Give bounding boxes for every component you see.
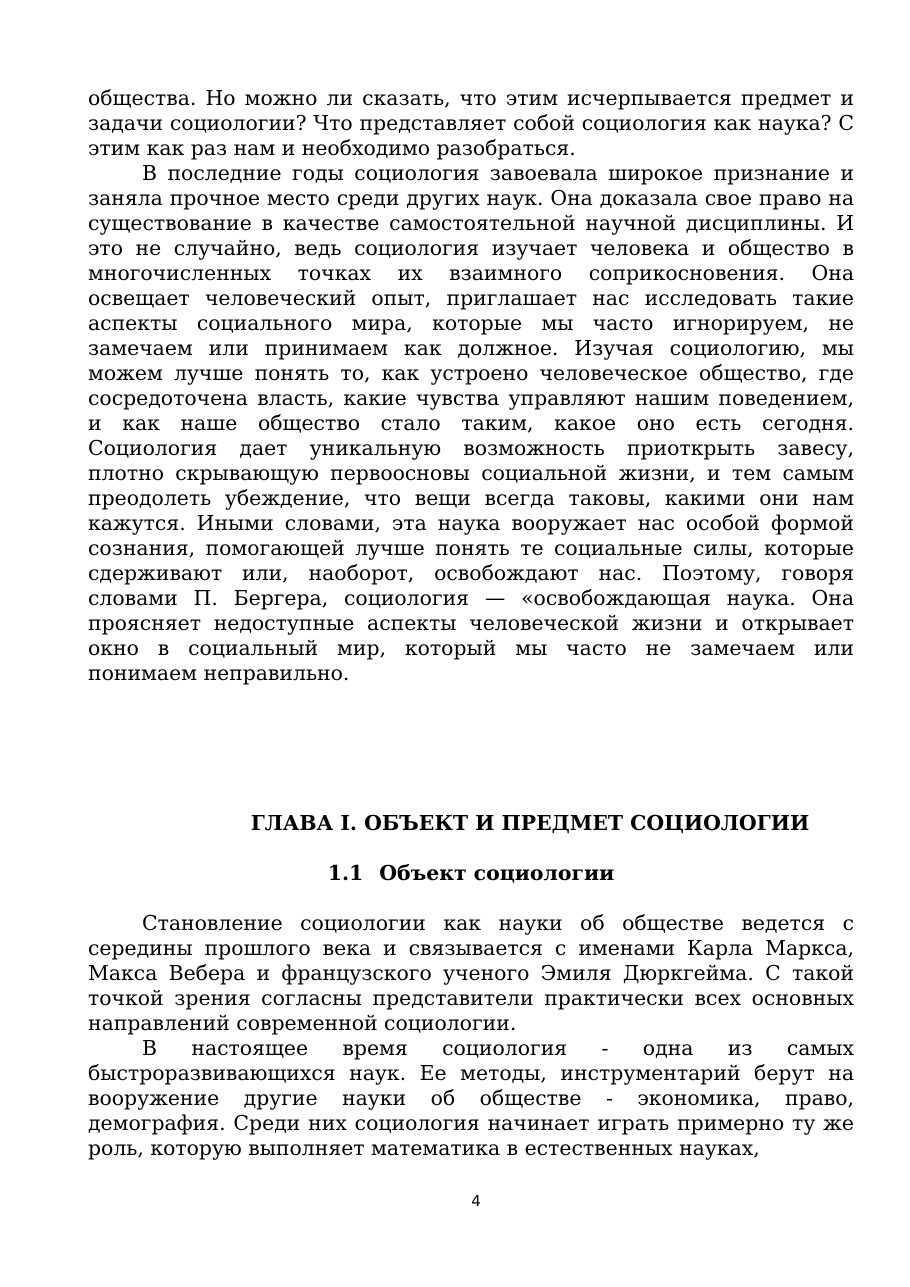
page-number: 4 bbox=[471, 1192, 481, 1210]
chapter-title: ГЛАВА I. ОБЪЕКТ И ПРЕДМЕТ СОЦИОЛОГИИ bbox=[250, 811, 810, 835]
section-spacer bbox=[88, 686, 854, 811]
section-number: 1.1 bbox=[327, 861, 364, 885]
body-paragraph: В настоящее время социология - одна из самых быстроразвивающихся наук. Ее методы, инструментарий берут на вооружение другие науки об обществе - экономика, право, демография. Среди них социология начинает играть примерно ту же роль, которую выполняет математика в естественных науках, bbox=[88, 1036, 854, 1160]
body-paragraph: Становление социологии как науки об обществе ведется с середины прошлого века и связывается с именами Карла Маркса, Макса Вебера и французского ученого Эмиля Дюркгейма. С такой точкой зрения согласны представители практически всех основных направлений современной социологии. bbox=[88, 911, 854, 1035]
intro-paragraph: В последние годы социология завоевала широкое признание и заняла прочное место среди других наук. Она доказала свое право на существование в качестве самостоятельной научной дисциплины. И это не случайно, ведь социология изучает человека и общество в многочисленных точках их взаимного соприкосновения. Она освещает человеческий опыт, приглашает нас исследовать такие аспекты социального мира, которые мы часто игнорируем, не замечаем или принимаем как должное. Изучая социологию, мы можем лучше понять то, как устроено человеческое общество, где сосредоточена власть, какие чувства управляют нашим поведением, и как наше общество стало таким, какое оно есть сегодня. Социология дает уникальную возможность приоткрыть завесу, плотно скрывающую первоосновы социальной жизни, и тем самым преодолеть убеждение, что вещи всегда таковы, какими они нам кажутся. Иными словами, эта наука вооружает нас особой формой сознания, помогающей лучше понять те социальные силы, которые сдерживают или, наоборот, освобождают нас. Поэтому, говоря словами П. Бергера, социология — «освобождающая наука. Она проясняет недоступные аспекты человеческой жизни и открывает окно в социальный мир, который мы часто не замечаем или понимаем неправильно. bbox=[88, 161, 854, 685]
section-title: Объект социологии bbox=[379, 861, 615, 885]
section-heading bbox=[88, 861, 854, 886]
document-page bbox=[88, 86, 854, 1161]
intro-continuation-paragraph: общества. Но можно ли сказать, что этим исчерпывается предмет и задачи социологии? Что представляет собой социология как наука? С этим как раз нам и необходимо разобраться. bbox=[88, 86, 854, 160]
